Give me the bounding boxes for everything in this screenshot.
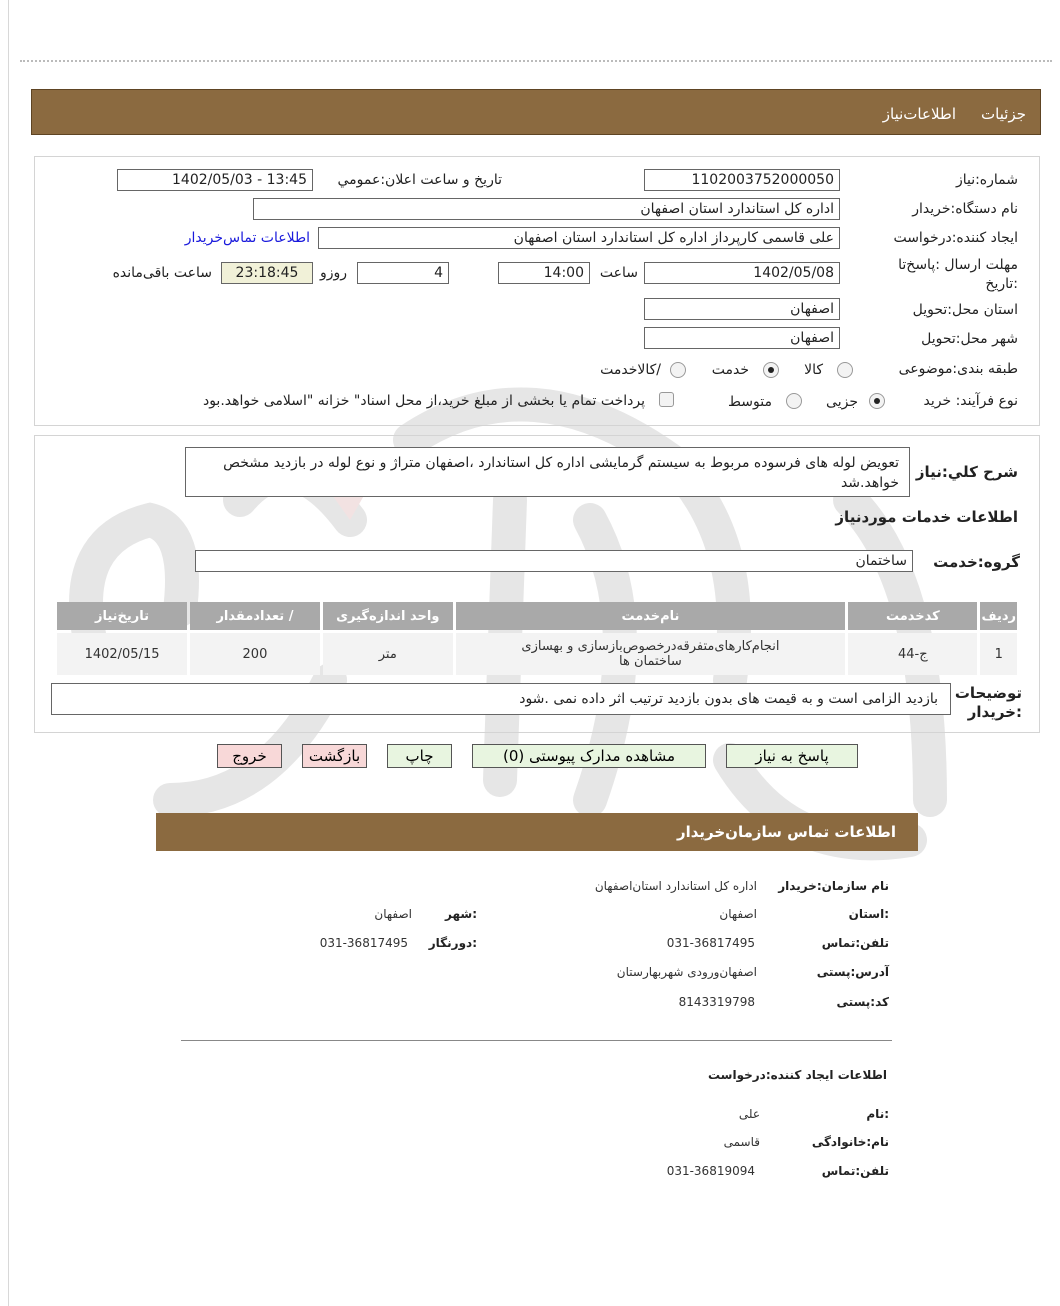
delivery-province-label: استان محل:تحویل [912,302,1018,318]
category-option-goods-service: /کالاخدمت [600,362,661,378]
creator-field: علی قاسمی کارپرداز اداره کل استاندارد استان اصفهان [318,227,840,249]
category-radio-goods-service[interactable] [670,362,686,378]
table-row [57,633,1017,675]
cell-need-date: 1402/05/15 [57,633,187,675]
delivery-city-field: اصفهان [644,327,840,349]
buyer-notes-label-line1: توضیحات [954,684,1022,702]
exit-button[interactable]: خروج [217,744,282,768]
services-table [54,599,1020,678]
buyer-org-label: نام دستگاه:خریدار [912,201,1018,217]
contact-postal-value: 8143319798 [678,995,755,1009]
print-button[interactable]: چاپ [387,744,452,768]
need-number-label: شماره:نیاز [955,172,1018,188]
cell-service-name: انجام‌کارهای‌متفرقه‌درخصوص‌بازسازی و بهسازی ساختمان ها [456,633,846,675]
announce-date-field: 1402/05/03 - 13:45 [117,169,313,191]
deadline-time-label: ساعت [599,265,638,281]
creator-family-label: نام:خانوادگی [811,1135,889,1149]
buyer-contact-link[interactable]: اطلاعات تماس‌خریدار [184,230,310,246]
contact-city-label: :شهر [445,907,477,921]
delivery-city-label: شهر محل:تحویل [921,331,1018,347]
col-row: ردیف [980,602,1017,630]
deadline-date-field: 1402/05/08 [644,262,840,284]
contact-org-label: نام سازمان:خریدار [778,879,889,893]
days-label: روزو [319,265,347,281]
category-radio-service[interactable] [763,362,779,378]
view-documents-button[interactable]: مشاهده مدارک پیوستی (0) [472,744,706,768]
process-radio-medium[interactable] [786,393,802,409]
treasury-checkbox[interactable] [659,392,674,407]
col-service-code: کدخدمت [848,602,977,630]
table-header-row [57,602,1017,630]
contact-phone-value: 031-36817495 [666,936,755,950]
description-text: تعویض لوله های فرسوده مربوط به سیستم گرمایشی اداره کل استاندارد ،اصفهان متراژ و نوع لوله در بازدید مشخص خواهد.شد [185,447,910,497]
contact-fax-value: 031-36817495 [319,936,408,950]
days-field: 4 [357,262,449,284]
tab-bar [31,89,1041,135]
contact-postal-label: کد:پستی [836,995,889,1009]
description-label: شرح کلي:نياز [915,463,1018,481]
remaining-time-label: ساعت باقی‌مانده [112,265,212,281]
service-group-field: ساختمان [195,550,913,572]
process-option-medium: متوسط [728,394,772,410]
category-radio-goods[interactable] [837,362,853,378]
reply-button[interactable]: پاسخ به نیاز [726,744,858,768]
need-details-panel [34,156,1040,426]
announce-date-label: تاریخ و ساعت اعلان:عمومي [337,172,502,188]
creator-phone-value: 031-36819094 [666,1164,755,1178]
creator-label: ایجاد کننده:درخواست [893,230,1018,246]
contact-phone-label: تلفن:تماس [821,936,889,950]
need-number-field: 1102003752000050 [644,169,840,191]
contact-address-value: اصفهان‌ورودی شهربهارستان [616,965,757,979]
col-need-date: تاریخ‌نیاز [57,602,187,630]
remaining-time-field: 23:18:45 [221,262,313,284]
cell-row: 1 [980,633,1017,675]
creator-name-label: :نام [866,1107,889,1121]
section-divider [181,1040,892,1041]
cell-unit: متر [323,633,453,675]
category-label: طبقه بندی:موضوعی [898,361,1018,377]
page-left-border [8,0,9,1306]
contact-address-label: آدرس:پستی [816,965,889,979]
col-quantity: / تعدادمقدار [190,602,320,630]
contact-city-value: اصفهان [374,907,412,921]
delivery-province-field: اصفهان [644,298,840,320]
deadline-label-line2: :تاریخ [985,276,1018,292]
service-group-label: گروه:خدمت [933,553,1020,571]
contact-province-value: اصفهان [719,907,757,921]
cell-service-code: ج-44 [848,633,977,675]
deadline-time-field: 14:00 [498,262,590,284]
contact-title: اطلاعات تماس سازمان‌خریدار [676,823,896,841]
creator-info-title: اطلاعات ایجاد کننده:درخواست [707,1068,887,1082]
col-unit: واحد اندازه‌گیری [323,602,453,630]
deadline-label-line1: مهلت ارسال :پاسخ‌تا [898,257,1018,273]
top-separator [20,60,1052,62]
back-button[interactable]: بازگشت [302,744,367,768]
buyer-notes-label-line2: :خریدار [967,703,1022,721]
process-type-label: نوع فرآیند: خرید [923,393,1018,409]
contact-fax-label: :دورنگار [428,936,477,950]
tab-details[interactable]: جزئیات [981,105,1026,123]
cell-quantity: 200 [190,633,320,675]
category-option-service: خدمت [711,362,749,378]
process-option-minor: جزیی [826,394,858,410]
buyer-org-field: اداره کل استاندارد استان اصفهان [253,198,840,220]
buyer-notes-field: بازدید الزامی است و به قیمت های بدون بازدید ترتیب اثر داده نمی .شود [51,683,951,715]
creator-phone-label: تلفن:تماس [821,1164,889,1178]
col-service-name: نام‌خدمت [456,602,846,630]
creator-family-value: قاسمی [723,1135,760,1149]
tab-need-info[interactable]: اطلاعات‌نیاز [882,105,956,123]
services-title: اطلاعات خدمات موردنیاز [835,508,1018,526]
treasury-note: پرداخت تمام یا بخشی از مبلغ خرید،از محل اسناد" خزانه "اسلامی خواهد.بود [202,393,645,409]
process-radio-minor[interactable] [869,393,885,409]
creator-name-value: علی [738,1107,760,1121]
contact-org-value: اداره کل استاندارد استان‌اصفهان [594,879,757,893]
contact-header [156,813,918,851]
contact-province-label: :استان [848,907,889,921]
category-option-goods: کالا [804,362,823,378]
